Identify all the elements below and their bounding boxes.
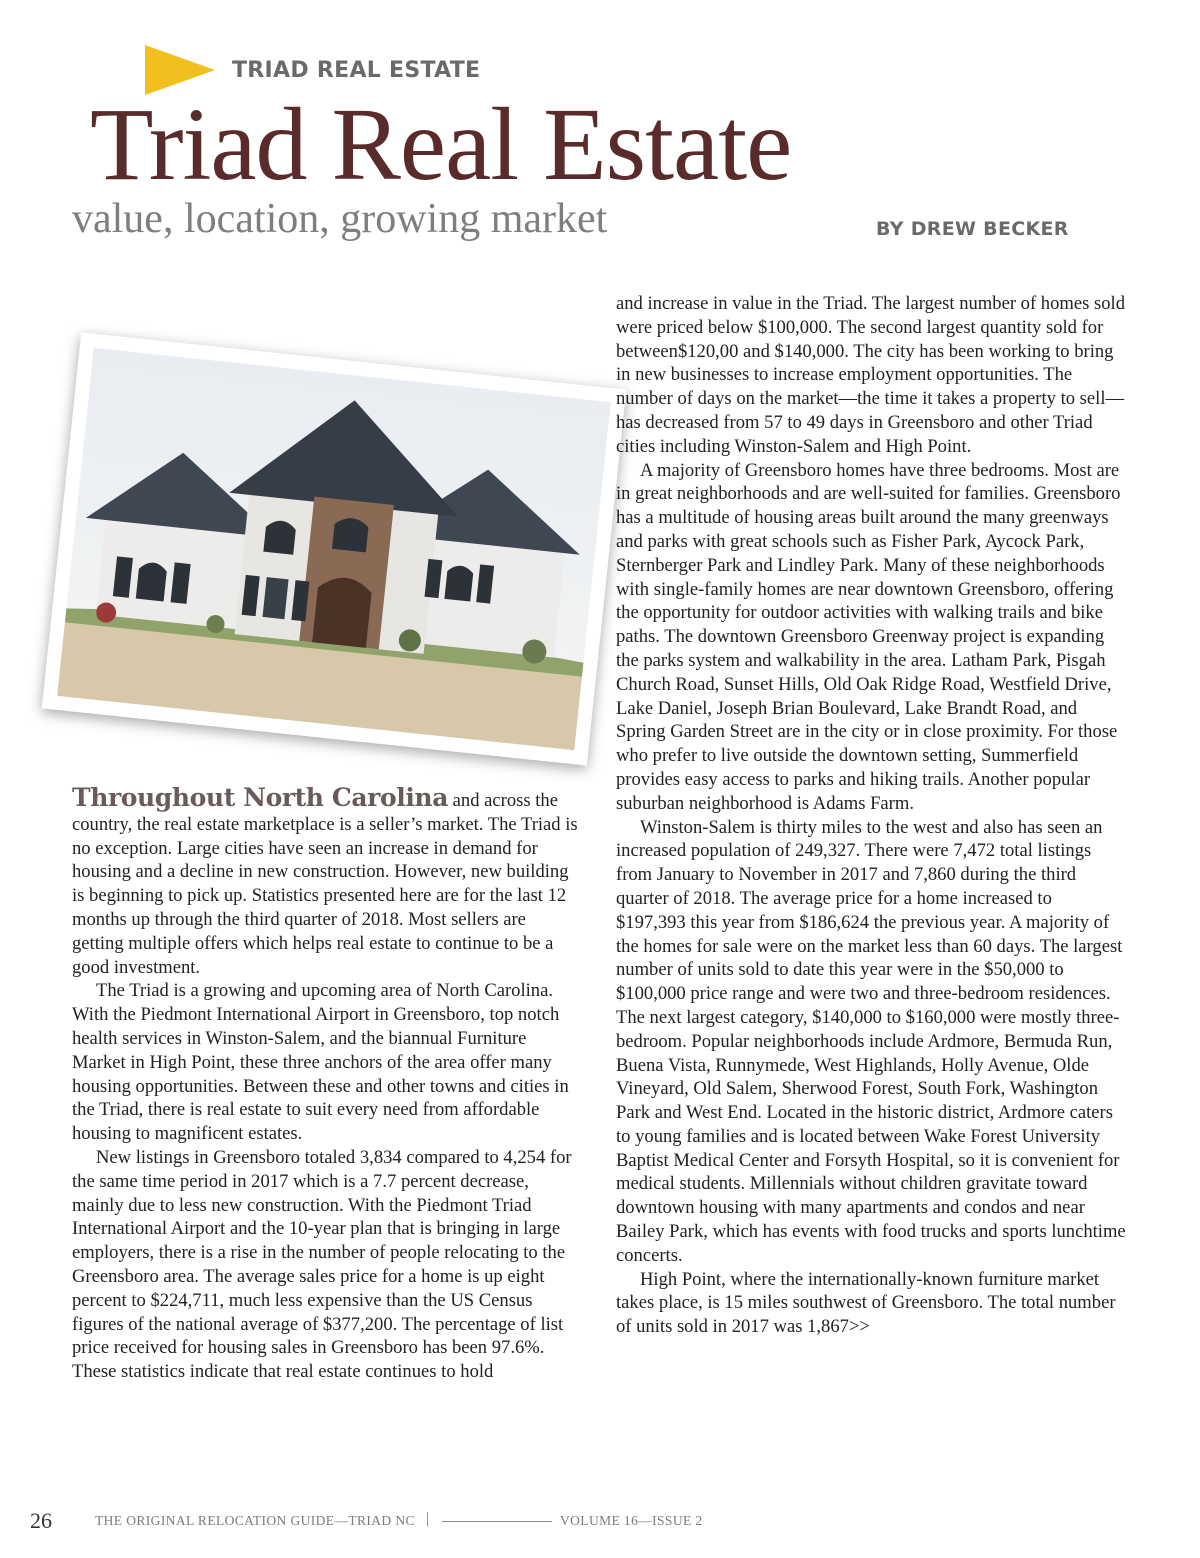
article-paragraph-3: New listings in Greensboro totaled 3,834 compared to 4,254 for the same time period in 2017 which is a 7.7 percent decrease, mainly due to less new construction. With the Piedmont Triad International Airport and the 10-year plan that is bringing in large employers, there is a rise in the number of people relocating to the Greensboro area. The average sales price for a home is up eight percent to $224,711, much less expensive than the US Census figures of the national average of $377,200. The percentage of list price received for housing sales in Greensboro has been 97.6%. These statistics indicate that real estate continues to hold bbox=[72, 1146, 572, 1383]
article-paragraph-5: A majority of Greensboro homes have three bedrooms. Most are in great neighborhoods and are well-suited for families. Greensboro has a multitude of housing areas built around the many greenways and parks with great schools such as Fisher Park, Aycock Park, Sternberger Park and Lindley Park. Many of these neighborhoods with single-family homes are near downtown Greensboro, offering the opportunity for outdoor activities with walking trails and bike paths. The downtown Greensboro Greenway project is expanding the parks system and walkability in the area. Latham Park, Pisgah Church Road, Sunset Hills, Old Oak Ridge Road, Westfield Drive, Lake Daniel, Joseph Brian Boulevard, Lake Brandt Road, and Spring Garden Street are in the city or in close proximity. For those who prefer to live outside the downtown setting, Summerfield provides easy access to parks and hiking trails. Another popular suburban neighborhood is Adams Farm. bbox=[616, 459, 1121, 814]
page-subtitle: value, location, growing market bbox=[72, 196, 608, 242]
byline: BY DREW BECKER bbox=[876, 218, 1069, 240]
section-label: TRIAD REAL ESTATE bbox=[232, 58, 481, 83]
article-column-right bbox=[616, 292, 1126, 1339]
article-column-left bbox=[72, 783, 582, 1384]
house-photo bbox=[42, 332, 627, 765]
page-footer bbox=[30, 1508, 1170, 1538]
article-paragraph-6: Winston-Salem is thirty miles to the west and also has seen an increased population of 249,327. There were 7,472 total listings from January to November in 2017 and 7,860 during the third quarter of 2018. The average price for a home increased to $197,393 this year from $186,624 the previous year. A majority of the homes for sale were on the market less than 60 days. The largest number of units sold to date this year were in the $50,000 to $100,000 price range and were two and three-bedroom residences. The next largest category, $140,000 to $160,000 were mostly three-bedroom. Popular neighborhoods include Ardmore, Bermuda Run, Buena Vista, Runnymede, West Highlands, Holly Avenue, Olde Vineyard, Old Salem, Sherwood Forest, South Fork, Washington Park and West End. Located in the historic district, Ardmore caters to young families and is located between Wake Forest University Baptist Medical Center and Forsyth Hospital, so it is convenient for medical students. Millennials without children gravitate toward downtown housing with many apartments and condos and near Bailey Park, which has events with food trucks and sports lunchtime concerts. bbox=[616, 816, 1126, 1266]
article-paragraph-2: The Triad is a growing and upcoming area of North Carolina. With the Piedmont International Airport in Greensboro, top notch health services in Winston-Salem, and the biannual Furniture Market in High Point, these three anchors of the area offer many housing opportunities. Between these and other towns and cities in the Triad, there is real estate to suit every need from affordable housing to magnificent estates. bbox=[72, 980, 569, 1145]
footer-rule bbox=[442, 1521, 552, 1522]
article-paragraph-7: High Point, where the internationally-known furniture market takes place, is 15 miles southwest of Greensboro. The total number of units sold in 2017 was 1,867>> bbox=[616, 1268, 1116, 1338]
publication-name: THE ORIGINAL RELOCATION GUIDE—TRIAD NC bbox=[95, 1513, 415, 1528]
house-photo-icon bbox=[57, 348, 611, 750]
article-lede-paragraph bbox=[72, 783, 582, 979]
page-number: 26 bbox=[30, 1508, 52, 1533]
article-paragraph-4: and increase in value in the Triad. The largest number of homes sold were priced below $100,000. The second largest quantity sold for between$120,00 and $140,000. The city has been working to bring in new businesses to increase employment opportunities. The number of days on the market—the time it takes a property to sell—has decreased from 57 to 49 days in Greensboro and other Triad cities including Winston-Salem and High Point. bbox=[616, 293, 1125, 457]
article-lede: Throughout North Carolina bbox=[72, 783, 448, 812]
page-title: Triad Real Estate bbox=[90, 87, 792, 202]
article-paragraph-1: and across the country, the real estate marketplace is a seller’s market. The Triad is no exception. Large cities have seen an increase in demand for housing and a decline in new construction. However, new building is beginning to pick up. Statistics presented here are for the last 12 months up through the third quarter of 2018. Most sellers are getting multiple offers which helps real estate to continue to be a good investment. bbox=[72, 790, 578, 978]
volume-issue: VOLUME 16—ISSUE 2 bbox=[560, 1513, 703, 1528]
footer-separator: | bbox=[426, 1510, 430, 1527]
